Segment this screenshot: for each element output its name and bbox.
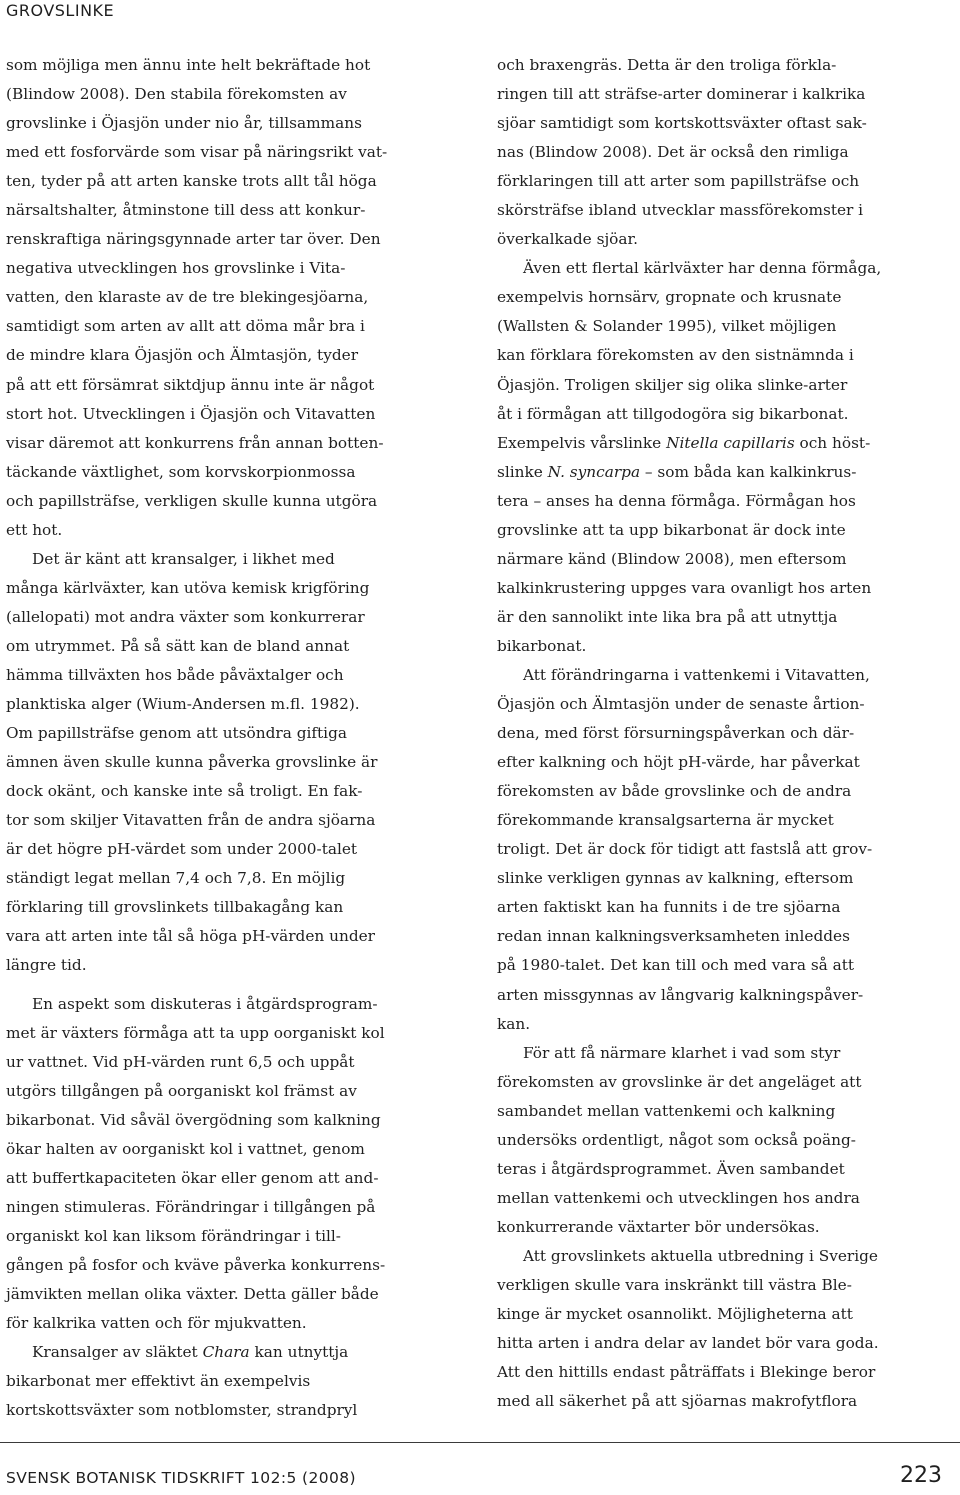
text-segment: tera – anses ha denna förmåga. Förmågan hos (497, 491, 856, 510)
text-line (497, 1271, 945, 1300)
text-segment: arten missgynnas av långvarig kalkningspåver- (497, 985, 864, 1004)
text-line (6, 371, 469, 400)
text-segment: – som båda kan kalkinkrus- (640, 462, 857, 481)
text-line (497, 545, 945, 574)
text-line (497, 254, 945, 283)
text-segment: Att den hittills endast påträffats i Blekinge beror (497, 1363, 876, 1382)
left-text-column (6, 51, 469, 1425)
text-line (497, 1213, 945, 1242)
text-segment: dena, med först försurningspåverkan och där- (497, 724, 855, 743)
text-line (497, 458, 945, 487)
text-line (497, 806, 945, 835)
text-segment: Kransalger av släktet (32, 1343, 203, 1362)
text-segment: närsaltshalter, åtminstone till dess att konkur- (6, 201, 366, 220)
text-segment: hitta arten i andra delar av landet bör vara goda. (497, 1334, 879, 1353)
text-line (6, 1222, 469, 1251)
text-line (6, 516, 469, 545)
text-line (6, 835, 469, 864)
text-line (497, 400, 945, 429)
text-line (6, 1077, 469, 1106)
text-line (497, 922, 945, 951)
journal-citation: SVENSK BOTANISK TIDSKRIFT 102:5 (2008) (6, 1469, 356, 1487)
text-segment: (Blindow 2008). Den stabila förekomsten av (6, 85, 347, 104)
text-segment: Att grovslinkets aktuella utbredning i Sverige (523, 1246, 878, 1265)
text-segment: ett hot. (6, 520, 63, 539)
text-segment: stort hot. Utvecklingen i Öjasjön och Vitavatten (6, 404, 376, 423)
text-line (6, 574, 469, 603)
text-segment: kan utnyttja (249, 1343, 349, 1362)
text-segment: vatten, den klaraste av de tre blekingesjöarna, (6, 288, 369, 307)
text-line (6, 225, 469, 254)
text-line (6, 951, 469, 980)
italic-taxon-name: Chara (202, 1343, 250, 1362)
text-line (6, 661, 469, 690)
text-segment: och braxengräs. Detta är den troliga förkla- (497, 56, 837, 74)
text-line (6, 1164, 469, 1193)
text-line (497, 487, 945, 516)
text-line (6, 196, 469, 225)
text-segment: samtidigt som arten av allt att döma mår bra i (6, 317, 365, 336)
text-segment: slinke (497, 462, 548, 481)
text-line (6, 1135, 469, 1164)
text-segment: för kalkrika vatten och för mjukvatten. (6, 1314, 307, 1333)
text-line (497, 1097, 945, 1126)
text-line (497, 1358, 945, 1387)
text-line (497, 661, 945, 690)
text-segment: nas (Blindow 2008). Det är också den rimliga (497, 143, 849, 162)
text-segment: kalkinkrustering uppges vara ovanligt hos arten (497, 578, 872, 597)
text-line (6, 167, 469, 196)
text-segment: ningen stimuleras. Förändringar i tillgången på (6, 1197, 376, 1216)
text-segment: sambandet mellan vattenkemi och kalkning (497, 1101, 836, 1120)
text-segment: skörsträfse ibland utvecklar massförekomster i (497, 201, 864, 220)
text-segment: negativa utvecklingen hos grovslinke i Vita- (6, 259, 346, 278)
text-line (6, 922, 469, 951)
page-number: 223 (900, 1463, 942, 1488)
text-segment: (Wallsten & Solander 1995), vilket möjligen (497, 317, 837, 336)
text-segment: undersöks ordentligt, något som också poäng- (497, 1130, 856, 1149)
text-segment: ämnen även skulle kunna påverka grovslinke är (6, 753, 378, 772)
text-segment: Även ett flertal kärlväxter har denna förmåga, (523, 259, 882, 278)
text-segment: redan innan kalkningsverksamheten inleddes (497, 927, 850, 946)
text-line (6, 603, 469, 632)
text-segment: förekomsten av grovslinke är det angeläget att (497, 1072, 862, 1091)
text-segment: arten faktiskt kan ha funnits i de tre sjöarna (497, 898, 841, 917)
text-line (497, 429, 945, 458)
text-segment: kinge är mycket osannolikt. Möjligheterna att (497, 1305, 853, 1324)
text-segment: som möjliga men ännu inte helt bekräftade hot (6, 56, 371, 74)
text-line (497, 51, 945, 80)
text-line (6, 1338, 469, 1367)
text-line (497, 1155, 945, 1184)
text-line (6, 312, 469, 341)
text-line (497, 1010, 945, 1039)
text-segment: efter kalkning och höjt pH-värde, har påverkat (497, 753, 860, 772)
text-segment: förklaringen till att arter som papillsträfse och (497, 172, 860, 191)
text-segment: förekommande kransalgsarterna är mycket (497, 811, 834, 830)
text-segment: och papillsträfse, verkligen skulle kunna utgöra (6, 491, 378, 510)
text-segment: att buffertkapaciteten ökar eller genom att and- (6, 1168, 379, 1187)
text-line (497, 283, 945, 312)
text-line (6, 1396, 469, 1425)
text-line (6, 864, 469, 893)
text-line (6, 1280, 469, 1309)
text-segment: de mindre klara Öjasjön och Älmtasjön, tyder (6, 346, 359, 365)
text-line (6, 806, 469, 835)
text-segment: längre tid. (6, 956, 87, 975)
italic-taxon-name: N. syncarpa (547, 462, 641, 481)
text-segment: mellan vattenkemi och utvecklingen hos andra (497, 1188, 860, 1207)
text-segment: sjöar samtidigt som kortskottsväxter oftast sak- (497, 114, 867, 133)
text-segment: grovslinke i Öjasjön under nio år, tillsammans (6, 114, 362, 133)
text-line (497, 1329, 945, 1358)
text-line (6, 487, 469, 516)
text-line (497, 632, 945, 661)
footer-divider (0, 1442, 960, 1443)
text-line (497, 719, 945, 748)
text-line (497, 80, 945, 109)
text-segment: kortskottsväxter som notblomster, strandpryl (6, 1401, 358, 1420)
text-segment: om utrymmet. På så sätt kan de bland annat (6, 636, 350, 655)
text-line (497, 371, 945, 400)
text-line (6, 1106, 469, 1135)
text-line (6, 990, 469, 1019)
text-segment: planktiska alger (Wium-Andersen m.fl. 1982). (6, 695, 360, 714)
text-segment: För att få närmare klarhet i vad som styr (523, 1043, 841, 1062)
text-segment: med ett fosforvärde som visar på näringsrikt vat- (6, 143, 388, 162)
text-segment: åt i förmågan att tillgodogöra sig bikarbonat. (497, 404, 849, 423)
text-segment: Om papillsträfse genom att utsöndra giftiga (6, 724, 347, 743)
text-segment: (allelopati) mot andra växter som konkurrerar (6, 607, 365, 626)
text-segment: met är växters förmåga att ta upp oorganiskt kol (6, 1023, 385, 1042)
text-segment: och höst- (794, 433, 871, 452)
text-line (497, 1387, 945, 1416)
text-line (497, 777, 945, 806)
text-line (6, 1048, 469, 1077)
text-line (497, 109, 945, 138)
text-line (6, 1193, 469, 1222)
text-segment: med all säkerhet på att sjöarnas makrofytflora (497, 1392, 858, 1411)
text-segment: konkurrerande växtarter bör undersökas. (497, 1217, 820, 1236)
text-line (497, 225, 945, 254)
text-line (497, 1242, 945, 1271)
text-segment: grovslinke att ta upp bikarbonat är dock inte (497, 520, 846, 539)
italic-taxon-name: Nitella capillaris (666, 433, 795, 452)
text-line (497, 603, 945, 632)
text-line (6, 719, 469, 748)
text-segment: är den sannolikt inte lika bra på att utnyttja (497, 607, 838, 626)
text-segment: Öjasjön. Troligen skiljer sig olika slinke-arter (497, 375, 848, 394)
text-segment: närmare känd (Blindow 2008), men eftersom (497, 549, 847, 568)
text-segment: på att ett försämrat siktdjup ännu inte är något (6, 375, 375, 394)
text-line (497, 1184, 945, 1213)
text-segment: gången på fosfor och kväve påverka konkurrens- (6, 1255, 386, 1274)
text-line (497, 951, 945, 980)
text-line (6, 1019, 469, 1048)
text-line (497, 893, 945, 922)
text-segment: renskraftiga näringsgynnade arter tar över. Den (6, 230, 381, 249)
text-line (497, 981, 945, 1010)
text-line (6, 283, 469, 312)
text-line (497, 690, 945, 719)
text-line (6, 254, 469, 283)
text-line (6, 138, 469, 167)
text-line (6, 632, 469, 661)
text-segment: överkalkade sjöar. (497, 230, 639, 249)
text-line (6, 748, 469, 777)
text-segment: ur vattnet. Vid pH-värden runt 6,5 och uppåt (6, 1052, 355, 1071)
text-line (6, 545, 469, 574)
text-segment: Exempelvis vårslinke (497, 433, 667, 452)
text-line (6, 777, 469, 806)
text-line (6, 429, 469, 458)
text-line (497, 1300, 945, 1329)
text-segment: ökar halten av oorganiskt kol i vattnet, genom (6, 1139, 365, 1158)
text-segment: bikarbonat. (497, 636, 587, 655)
text-line (6, 51, 469, 80)
text-segment: på 1980-talet. Det kan till och med vara så att (497, 956, 855, 975)
text-segment: kan. (497, 1014, 531, 1033)
text-line (497, 835, 945, 864)
text-segment: tor som skiljer Vitavatten från de andra sjöarna (6, 811, 376, 830)
text-segment: organiskt kol kan liksom förändringar i till- (6, 1226, 341, 1245)
text-segment: är det högre pH-värdet som under 2000-talet (6, 840, 358, 859)
text-line (497, 341, 945, 370)
text-segment: ringen till att sträfse-arter dominerar i kalkrika (497, 85, 866, 104)
text-line (6, 1309, 469, 1338)
text-segment: förekomsten av både grovslinke och de andra (497, 782, 852, 801)
text-line (6, 690, 469, 719)
text-line (6, 458, 469, 487)
text-line (497, 1039, 945, 1068)
text-line (6, 400, 469, 429)
text-line (497, 574, 945, 603)
text-segment: hämma tillväxten hos både påväxtalger och (6, 665, 344, 684)
text-line (497, 196, 945, 225)
text-segment: dock okänt, och kanske inte så troligt. En fak- (6, 782, 363, 801)
text-line (6, 109, 469, 138)
text-segment: vara att arten inte tål så höga pH-värden under (6, 927, 375, 946)
text-line (6, 80, 469, 109)
text-line (497, 1068, 945, 1097)
text-segment: bikarbonat mer effektivt än exempelvis (6, 1372, 311, 1391)
text-line (497, 516, 945, 545)
text-line (497, 167, 945, 196)
text-segment: ständigt legat mellan 7,4 och 7,8. En möjlig (6, 869, 346, 888)
text-segment: förklaring till grovslinkets tillbakagång kan (6, 898, 344, 917)
text-segment: Det är känt att kransalger, i likhet med (32, 549, 335, 568)
text-segment: täckande växtlighet, som korvskorpionmossa (6, 462, 356, 481)
text-segment: Att förändringarna i vattenkemi i Vitavatten, (523, 665, 870, 684)
text-line (6, 893, 469, 922)
text-line (497, 1126, 945, 1155)
text-line (6, 1367, 469, 1396)
text-segment: verkligen skulle vara inskränkt till västra Ble- (497, 1275, 852, 1294)
text-line (497, 748, 945, 777)
text-segment: jämvikten mellan olika växter. Detta gäller både (6, 1284, 379, 1303)
text-line (497, 312, 945, 341)
text-line (497, 138, 945, 167)
text-line (497, 864, 945, 893)
text-segment: slinke verkligen gynnas av kalkning, eftersom (497, 869, 854, 888)
text-line (6, 341, 469, 370)
text-segment: troligt. Det är dock för tidigt att fastslå att grov- (497, 840, 873, 859)
running-head-title: GROVSLINKE (6, 1, 115, 20)
text-segment: bikarbonat. Vid såväl övergödning som kalkning (6, 1110, 381, 1129)
text-segment: Öjasjön och Älmtasjön under de senaste årtion- (497, 695, 865, 714)
text-segment: En aspekt som diskuteras i åtgärdsprogram- (32, 994, 378, 1013)
text-segment: många kärlväxter, kan utöva kemisk krigföring (6, 578, 370, 597)
text-segment: kan förklara förekomsten av den sistnämnda i (497, 346, 854, 365)
text-segment: teras i åtgärdsprogrammet. Även sambandet (497, 1159, 845, 1178)
text-segment: utgörs tillgången på oorganiskt kol främst av (6, 1081, 357, 1100)
text-segment: visar däremot att konkurrens från annan botten- (6, 433, 384, 452)
text-segment: ten, tyder på att arten kanske trots allt tål höga (6, 172, 377, 191)
right-text-column (497, 51, 945, 1416)
text-line (6, 1251, 469, 1280)
text-segment: exempelvis hornsärv, gropnate och krusnate (497, 288, 842, 307)
